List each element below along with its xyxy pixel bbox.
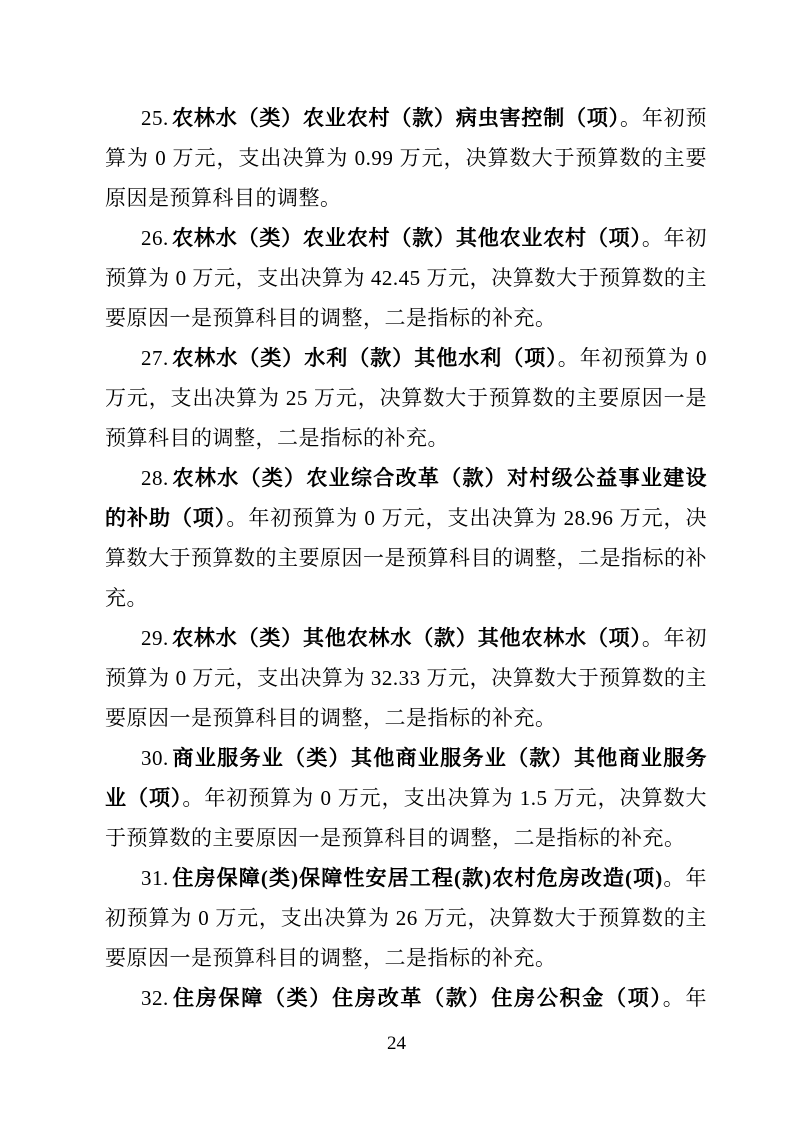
item-body: 。年初预算为 0 万元，支出决算为 1.5 万元，决算数大于预算数的主要原因一是预算科目的调整，二是指标的补充。	[105, 786, 708, 850]
item-title: 住房保障（类）住房改革（款）住房公积金（项）	[171, 986, 663, 1010]
item-body: 。年	[662, 986, 708, 1010]
item-number: 28.	[141, 466, 169, 490]
item-number: 31.	[141, 866, 169, 890]
item-title: 农林水（类）农业农村（款）病虫害控制（项）	[171, 106, 621, 130]
item-number: 32.	[141, 986, 169, 1010]
item-title: 农林水（类）农业农村（款）其他农业农村（项）	[171, 226, 642, 250]
budget-item-paragraph	[105, 218, 707, 338]
item-number: 30.	[141, 746, 169, 770]
item-body: 。年初预算为 0 万元，支出决算为 0.99 万元，决算数大于预算数的主要原因是预算科目的调整。	[105, 106, 708, 210]
page-number: 24	[387, 1033, 406, 1054]
budget-item-paragraph	[105, 978, 707, 1018]
budget-item-paragraph	[105, 618, 707, 738]
item-title: 农林水（类）水利（款）其他水利（项）	[171, 346, 558, 370]
item-body: 。年初预算为 0 万元，支出决算为 42.45 万元，决算数大于预算数的主要原因一是预算科目的调整，二是指标的补充。	[105, 226, 708, 330]
budget-item-paragraph	[105, 458, 707, 618]
document-body	[105, 98, 707, 1018]
item-body: 。年初预算为 0 万元，支出决算为 28.96 万元，决算数大于预算数的主要原因一是预算科目的调整，二是指标的补充。	[105, 506, 708, 610]
budget-item-paragraph	[105, 98, 707, 218]
item-number: 29.	[141, 626, 169, 650]
budget-item-paragraph	[105, 738, 707, 858]
item-number: 27.	[141, 346, 169, 370]
budget-item-paragraph	[105, 338, 707, 458]
item-body: 。年初预算为 0 万元，支出决算为 25 万元，决算数大于预算数的主要原因一是预算科目的调整，二是指标的补充。	[105, 346, 707, 450]
item-body: 。年初预算为 0 万元，支出决算为 32.33 万元，决算数大于预算数的主要原因一是预算科目的调整，二是指标的补充。	[105, 626, 708, 730]
page-footer	[0, 1033, 793, 1055]
item-body: 。年初预算为 0 万元，支出决算为 26 万元，决算数大于预算数的主要原因一是预算科目的调整，二是指标的补充。	[105, 866, 707, 970]
item-title: 农林水（类）其他农林水（款）其他农林水（项）	[171, 626, 642, 650]
item-number: 25.	[141, 106, 169, 130]
item-title: 住房保障(类)保障性安居工程(款)农村危房改造(项)	[171, 866, 663, 890]
budget-item-paragraph	[105, 858, 707, 978]
item-title: 商业服务业（类）其他商业服务业（款）其他商业服务业（项）	[105, 746, 707, 810]
item-title: 农林水（类）农业综合改革（款）对村级公益事业建设的补助（项）	[105, 466, 707, 530]
item-number: 26.	[141, 226, 169, 250]
